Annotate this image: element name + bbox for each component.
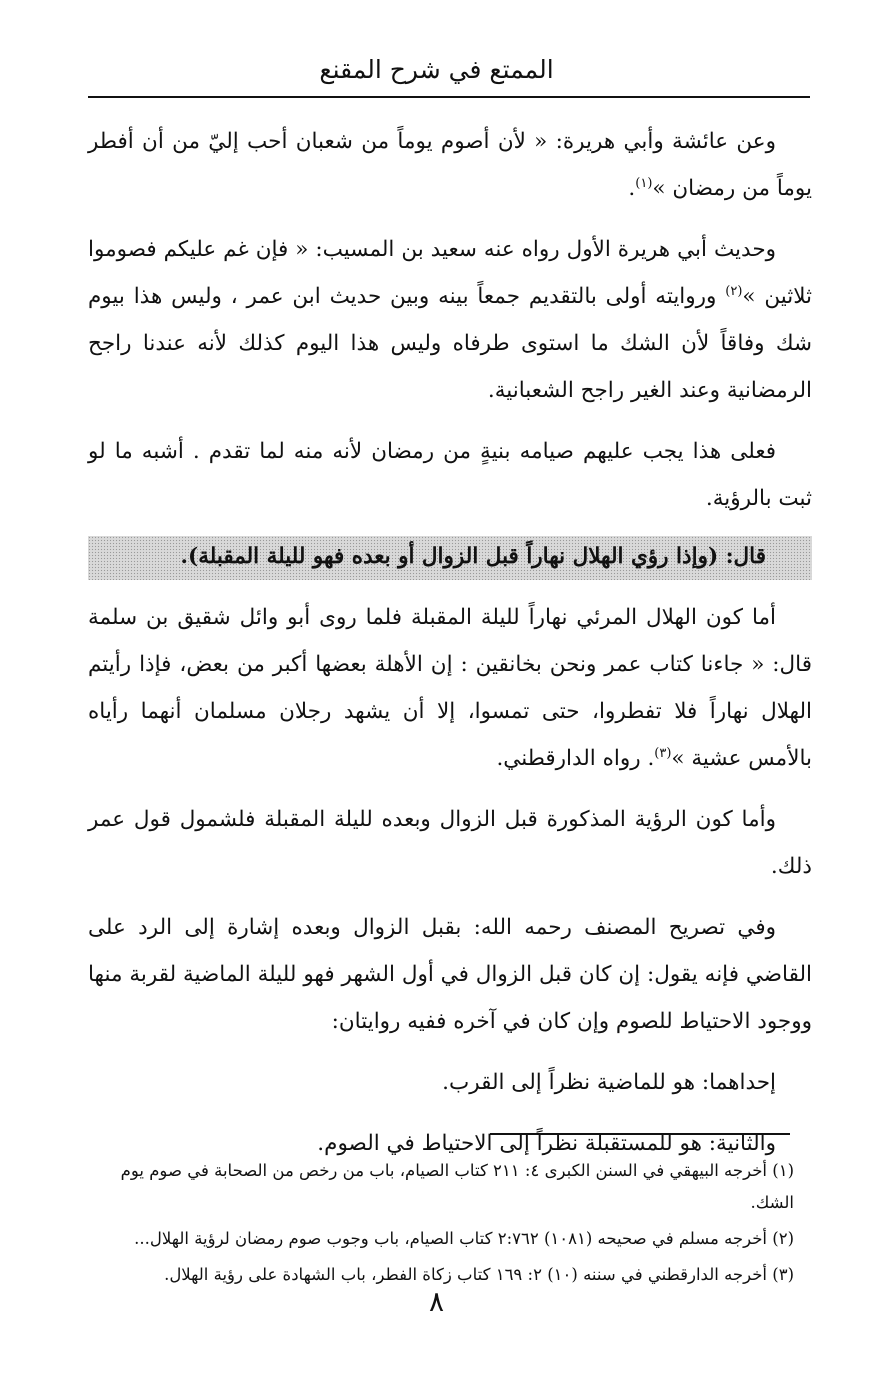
paragraph-1 bbox=[88, 118, 812, 212]
paragraph-1-tail: . bbox=[628, 176, 636, 201]
page-number: ٨ bbox=[428, 1285, 445, 1318]
section-heading: قال: (وإذا رؤي الهلال نهاراً قبل الزوال أو بعده فهو لليلة المقبلة). bbox=[88, 536, 812, 580]
paragraph-3-text: فعلى هذا يجب عليهم صيامه بنيةٍ من رمضان لأنه منه لما تقدم . أشبه ما لو ثبت بالرؤية. bbox=[88, 439, 812, 511]
paragraph-2-tail: وروايته أولى بالتقديم جمعاً بينه وبين حديث ابن عمر ، وليس هذا بيوم شك وفاقاً لأن الشك ما استوى طرفاه وليس هذا اليوم كذلك لأنه عندنا راجح الرمضانية وعند الغير راجح الشعبانية. bbox=[88, 284, 812, 403]
footnote-ref-3[interactable]: (٣) bbox=[654, 745, 672, 761]
footnote-ref-1[interactable]: (١) bbox=[635, 175, 653, 191]
paragraph-2-text: وحديث أبي هريرة الأول رواه عنه سعيد بن المسيب: « فإن غم عليكم فصوموا ثلاثين » bbox=[88, 237, 813, 309]
main-text bbox=[88, 118, 812, 1181]
paragraph-3 bbox=[88, 428, 812, 522]
footnote-ref-2[interactable]: (٢) bbox=[725, 283, 743, 299]
paragraph-7-text: إحداهما: هو للماضية نظراً إلى القرب. bbox=[442, 1070, 776, 1095]
paragraph-2 bbox=[88, 226, 812, 414]
footnote-3: (٣) أخرجه الدارقطني في سننه (١٠) ٢: ١٦٩ كتاب زكاة الفطر، باب الشهادة على رؤية الهلال. bbox=[164, 1265, 794, 1284]
footnote-1: (١) أخرجه البيهقي في السنن الكبرى ٤: ٢١١ كتاب الصيام، باب من رخص من الصحابة في صوم يوم الشك. bbox=[120, 1161, 794, 1212]
paragraph-4-text: أما كون الهلال المرئي نهاراً لليلة المقبلة فلما روى أبو وائل شقيق بن سلمة قال: « جاءنا كتاب عمر ونحن بخانقين : إن الأهلة بعضها أكبر من بعض، فإذا رأيتم الهلال نهاراً فلا تفطروا، حتى تمسوا، إلا أن يشهد رجلان مسلمان أنهما رأياه بالأمس عشية » bbox=[88, 605, 812, 771]
header-rule bbox=[88, 96, 810, 98]
paragraph-8-text: والثانية: هو للمستقبلة نظراً إلى الاحتياط في الصوم. bbox=[317, 1131, 776, 1156]
paragraph-7 bbox=[88, 1059, 812, 1106]
footnote-rule bbox=[490, 1133, 790, 1135]
paragraph-4 bbox=[88, 594, 812, 782]
paragraph-1-text: وعن عائشة وأبي هريرة: « لأن أصوم يوماً من شعبان أحب إليّ من أن أفطر يوماً من رمضان » bbox=[88, 129, 812, 201]
paragraph-5-text: وأما كون الرؤية المذكورة قبل الزوال وبعده لليلة المقبلة فلشمول قول عمر ذلك. bbox=[88, 807, 812, 879]
paragraph-6-text: وفي تصريح المصنف رحمه الله: بقبل الزوال وبعده إشارة إلى الرد على القاضي فإنه يقول: إن كان قبل الزوال في أول الشهر فهو لليلة الماضية لقربة منها ووجود الاحتياط للصوم وإن كان في آخره ففيه روايتان: bbox=[88, 915, 812, 1034]
footnotes bbox=[88, 1155, 794, 1295]
paragraph-4-tail: . رواه الدارقطني. bbox=[496, 746, 655, 771]
footnote-2: (٢) أخرجه مسلم في صحيحه (١٠٨١) ٢:٧٦٢ كتاب الصيام، باب وجوب صوم رمضان لرؤية الهلال... bbox=[134, 1229, 794, 1248]
running-header-title: الممتع في شرح المقنع bbox=[319, 55, 554, 84]
paragraph-5 bbox=[88, 796, 812, 890]
paragraph-6 bbox=[88, 904, 812, 1045]
